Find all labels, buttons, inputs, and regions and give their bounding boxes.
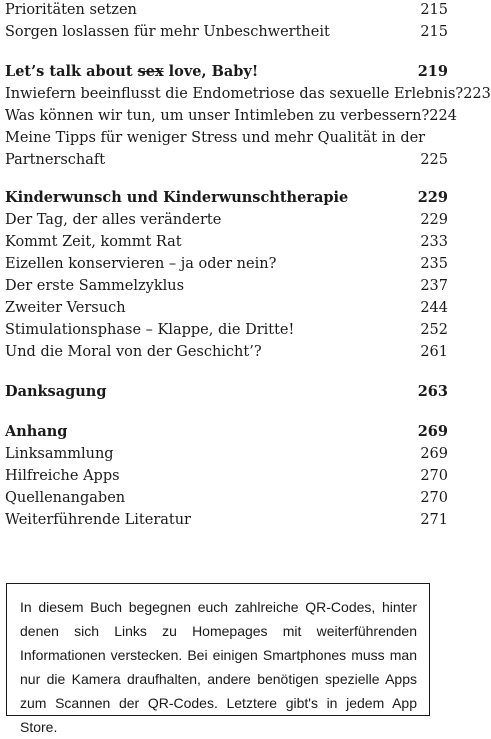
toc-entry-page: 229	[420, 212, 448, 228]
toc-section-page: 263	[417, 383, 448, 400]
toc-section-heading	[5, 381, 448, 403]
toc-entry	[5, 275, 448, 297]
toc-section-title: Anhang	[5, 423, 68, 440]
toc-entry-page: 270	[420, 468, 448, 484]
toc-section-page: 229	[417, 189, 448, 206]
toc-entry-page: 235	[420, 256, 448, 272]
toc-entry	[5, 105, 457, 127]
toc-section-title-part: Let’s talk about	[5, 63, 138, 80]
toc-entry	[5, 319, 448, 341]
toc-entry-page: 225	[420, 152, 448, 168]
toc-entry-title: Und die Moral von der Geschicht’?	[5, 344, 262, 360]
toc-entry-page: 271	[420, 512, 448, 528]
toc-entry-page: 269	[420, 446, 448, 462]
toc-section-heading	[5, 421, 448, 443]
toc-entry	[5, 21, 448, 43]
toc-entry	[5, 127, 448, 171]
toc-entry-page: 261	[420, 344, 448, 360]
qr-code-notice-text: In diesem Buch begegnen euch zahlreiche QR-Codes, hinter denen sich Links zu Homepages mit weiterführenden Informationen verstecken. Bei einigen Smartphones muss man nur die Kamera draufhalten, andere benötigen spezielle Apps zum Scannen der QR-Codes. Letztere gibt's in jedem App Store.	[20, 599, 417, 735]
toc-entry	[5, 487, 448, 509]
toc-entry	[5, 253, 448, 275]
toc-entry-title: Was können wir tun, um unser Intimleben zu verbessern?	[5, 108, 430, 124]
toc-section-title: Kinderwunsch und Kinderwunschtherapie	[5, 189, 349, 206]
toc-entry-title: Inwiefern beeinflusst die Endometriose das sexuelle Erlebnis?	[5, 86, 464, 102]
toc-entry-page: 224	[429, 108, 457, 124]
toc-entry-title: Sorgen loslassen für mehr Unbeschwertheit	[5, 24, 330, 40]
toc-section-title-struck: sex	[137, 63, 164, 80]
toc-entry	[5, 297, 448, 319]
toc-entry-title: Kommt Zeit, kommt Rat	[5, 234, 182, 250]
toc-section-title: Danksagung	[5, 383, 107, 400]
toc-entry	[5, 231, 448, 253]
toc-entry-page: 252	[420, 322, 448, 338]
toc-entry-title: Weiterführende Literatur	[5, 512, 191, 528]
toc-entry-page: 270	[420, 490, 448, 506]
qr-code-notice-box	[6, 583, 430, 735]
toc-section-title	[5, 61, 258, 83]
toc-entry-page: 215	[420, 2, 448, 18]
toc-entry-title: Prioritäten setzen	[5, 2, 137, 18]
toc-section-title-part: love, Baby!	[163, 63, 259, 80]
toc-entry-title: Quellenangaben	[5, 490, 126, 506]
toc-entry-page: 223	[463, 86, 491, 102]
toc-entry	[5, 443, 448, 465]
toc-entry	[5, 83, 491, 105]
toc-section-page: 219	[417, 63, 448, 80]
toc-entry	[5, 509, 448, 531]
toc-entry-title: Eizellen konservieren – ja oder nein?	[5, 256, 277, 272]
toc-entry-page: 215	[420, 24, 448, 40]
toc-entry-page: 244	[420, 300, 448, 316]
toc-entry-title: Linksammlung	[5, 446, 114, 462]
toc-entry	[5, 341, 448, 363]
toc-section-heading	[5, 61, 448, 83]
toc-entry-title: Der erste Sammelzyklus	[5, 278, 185, 294]
toc-entry	[5, 0, 448, 21]
toc-entry	[5, 209, 448, 231]
toc-section-heading	[5, 187, 448, 209]
toc-entry-title: Meine Tipps für weniger Stress und mehr Qualität in der Partnerschaft	[5, 130, 426, 168]
toc-entry	[5, 465, 448, 487]
toc-entry-page: 237	[420, 278, 448, 294]
toc-entry-title: Hilfreiche Apps	[5, 468, 120, 484]
toc-entry-title: Zweiter Versuch	[5, 300, 126, 316]
toc-entry-page: 233	[420, 234, 448, 250]
toc-entry-title: Der Tag, der alles veränderte	[5, 212, 222, 228]
toc-entry-title: Stimulationsphase – Klappe, die Dritte!	[5, 322, 295, 338]
toc-section-page: 269	[417, 423, 448, 440]
